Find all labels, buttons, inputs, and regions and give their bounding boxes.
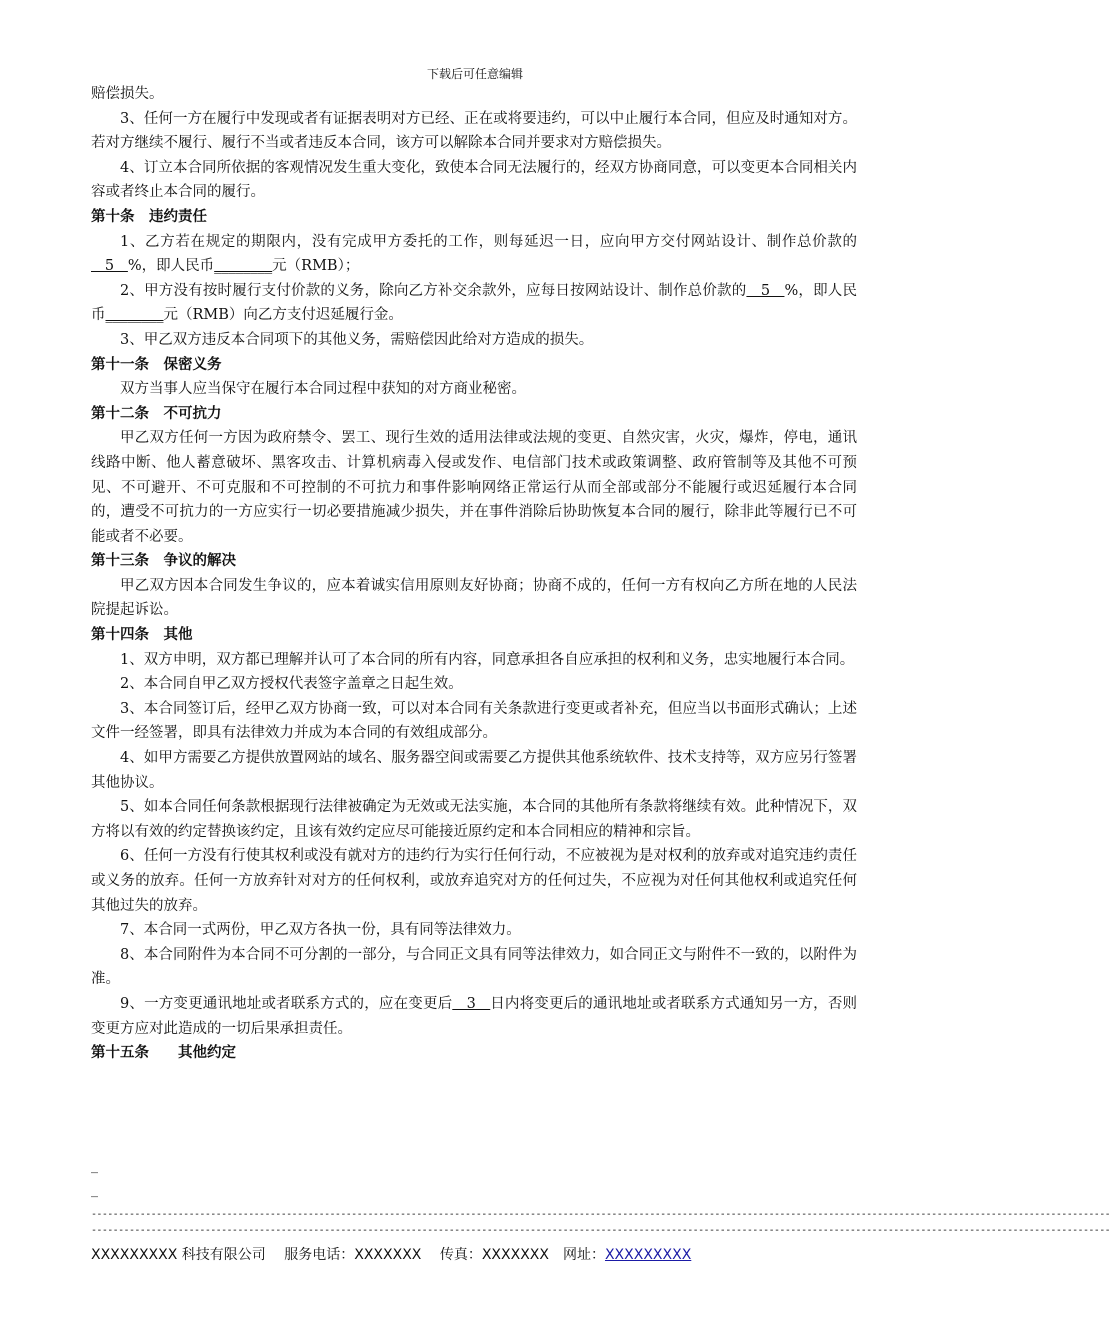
blank-line: _ bbox=[91, 1158, 98, 1174]
paragraph: 双方当事人应当保守在履行本合同过程中获知的对方商业秘密。 bbox=[120, 381, 526, 398]
separator-line: -------------------------------------------------------------------------------------------------------------------------------------------------------------------------------------------- bbox=[91, 1209, 1110, 1220]
paragraph: 7、本合同一式两份，甲乙双方各执一份，具有同等法律效力。 bbox=[120, 922, 521, 939]
paragraph bbox=[91, 992, 857, 1041]
paragraph: 6、任何一方没有行使其权利或没有就对方的违约行为实行任何行动，不应被视为是对权利的放弃或对追究违约责任或义务的放弃。任何一方放弃针对对方的任何权利，或放弃追究对方的任何过失，不应视为对任何其他权利或追究任何其他过失的放弃。 bbox=[91, 848, 857, 914]
text: %，即人民币 bbox=[127, 258, 215, 275]
footer-fax: 传真：XXXXXXX bbox=[439, 1247, 549, 1263]
paragraph: 4、订立本合同所依据的客观情况发生重大变化，致使本合同无法履行的，经双方协商同意，可以变更本合同相关内容或者终止本合同的履行。 bbox=[91, 159, 857, 201]
paragraph: 3、任何一方在履行中发现或者有证据表明对方已经、正在或将要违约，可以中止履行本合同，但应及时通知对方。若对方继续不履行、履行不当或者违反本合同，该方可以解除本合同并要求对方赔偿损失。 bbox=[91, 110, 857, 152]
paragraph: 甲乙双方任何一方因为政府禁令、罢工、现行生效的适用法律或法规的变更、自然灾害，火灾，爆炸，停电，通讯线路中断、他人蓄意破坏、黑客攻击、计算机病毒入侵或发作、电信部门技术或政策调整、政府管制等及其他不可预见、不可避开、不可克服和不可控制的不可抗力和事件影响网络正常运行从而全部或部分不能履行或迟延履行本合同的，遭受不可抗力的一方应实行一切必要措施减少损失，并在事件消除后协助恢复本合同的履行，除非此等履行已不可能或者不必要。 bbox=[91, 430, 857, 545]
separator-line: -------------------------------------------------------------------------------------------------------------------------------------------------------------------------------------------- bbox=[91, 1225, 1110, 1236]
section-heading: 第十三条 争议的解决 bbox=[91, 553, 236, 570]
text: 日内将变更后的通讯地址或者联系方式通知另一方，否则变更方应对此造成的一切后果承担责任。 bbox=[91, 995, 857, 1037]
paragraph: 3、甲乙双方违反本合同项下的其他义务，需赔偿因此给对方造成的损失。 bbox=[120, 331, 594, 348]
paragraph bbox=[91, 279, 857, 328]
footer-web-label: 网址： bbox=[562, 1247, 605, 1263]
text: 元（RMB）向乙方支付迟延履行金。 bbox=[163, 307, 403, 324]
contract-body bbox=[91, 82, 857, 1066]
section-heading: 第十五条 其他约定 bbox=[91, 1045, 236, 1062]
paragraph: 8、本合同附件为本合同不可分割的一部分，与合同正文具有同等法律效力，如合同正文与附件不一致的，以附件为准。 bbox=[91, 946, 857, 988]
page-footer bbox=[91, 1244, 705, 1264]
paragraph: 4、如甲方需要乙方提供放置网站的域名、服务器空间或需要乙方提供其他系统软件、技术支持等，双方应另行签署其他协议。 bbox=[91, 750, 857, 791]
text: 9、一方变更通讯地址或者联系方式的，应在变更后 bbox=[120, 995, 453, 1012]
section-heading: 第十条 违约责任 bbox=[91, 208, 207, 225]
paragraph: 3、本合同签订后，经甲乙双方协商一致，可以对本合同有关条款进行变更或者补充，但应当以书面形式确认；上述文件一经签署，即具有法律效力并成为本合同的有效组成部分。 bbox=[91, 700, 857, 742]
blank-line: _ bbox=[91, 1182, 98, 1198]
paragraph: 赔偿损失。 bbox=[91, 86, 164, 102]
blank-field: 3 bbox=[452, 995, 491, 1012]
paragraph bbox=[91, 230, 857, 279]
footer-phone: 服务电话：XXXXXXX bbox=[284, 1247, 422, 1263]
paragraph: 5、如本合同任何条款根据现行法律被确定为无效或无法实施，本合同的其他所有条款将继续有效。此种情况下，双方将以有效的约定替换该约定，且该有效约定应尽可能接近原约定和本合同相应的精神和宗旨。 bbox=[91, 799, 857, 840]
paragraph: 1、双方申明，双方都已理解并认可了本合同的所有内容，同意承担各自应承担的权利和义务，忠实地履行本合同。 bbox=[120, 651, 855, 668]
footer-company: XXXXXXXXX 科技有限公司 bbox=[91, 1247, 266, 1263]
blank-field: 5 bbox=[91, 258, 128, 275]
text: 元（RMB）； bbox=[272, 258, 360, 275]
blank-field: ________ bbox=[105, 307, 164, 324]
footer-web-link[interactable]: XXXXXXXXX bbox=[604, 1247, 692, 1263]
blank-field: ________ bbox=[214, 258, 273, 275]
page-header: 下载后可任意编辑 bbox=[426, 67, 523, 81]
paragraph: 2、本合同自甲乙双方授权代表签字盖章之日起生效。 bbox=[120, 676, 463, 693]
text: %，即人民币 bbox=[91, 282, 857, 324]
blank-field: 5 bbox=[746, 282, 785, 299]
paragraph: 甲乙双方因本合同发生争议的，应本着诚实信用原则友好协商；协商不成的，任何一方有权向乙方所在地的人民法院提起诉讼。 bbox=[91, 577, 857, 619]
section-heading: 第十一条 保密义务 bbox=[91, 356, 222, 373]
text: 2、甲方没有按时履行支付价款的义务，除向乙方补交余款外，应每日按网站设计、制作总价款的 bbox=[120, 282, 747, 299]
section-heading: 第十二条 不可抗力 bbox=[91, 405, 222, 422]
text: 1、乙方若在规定的期限内，没有完成甲方委托的工作，则每延迟一日，应向甲方交付网站设计、制作总价款的 bbox=[120, 233, 857, 250]
section-heading: 第十四条 其他 bbox=[91, 627, 193, 644]
